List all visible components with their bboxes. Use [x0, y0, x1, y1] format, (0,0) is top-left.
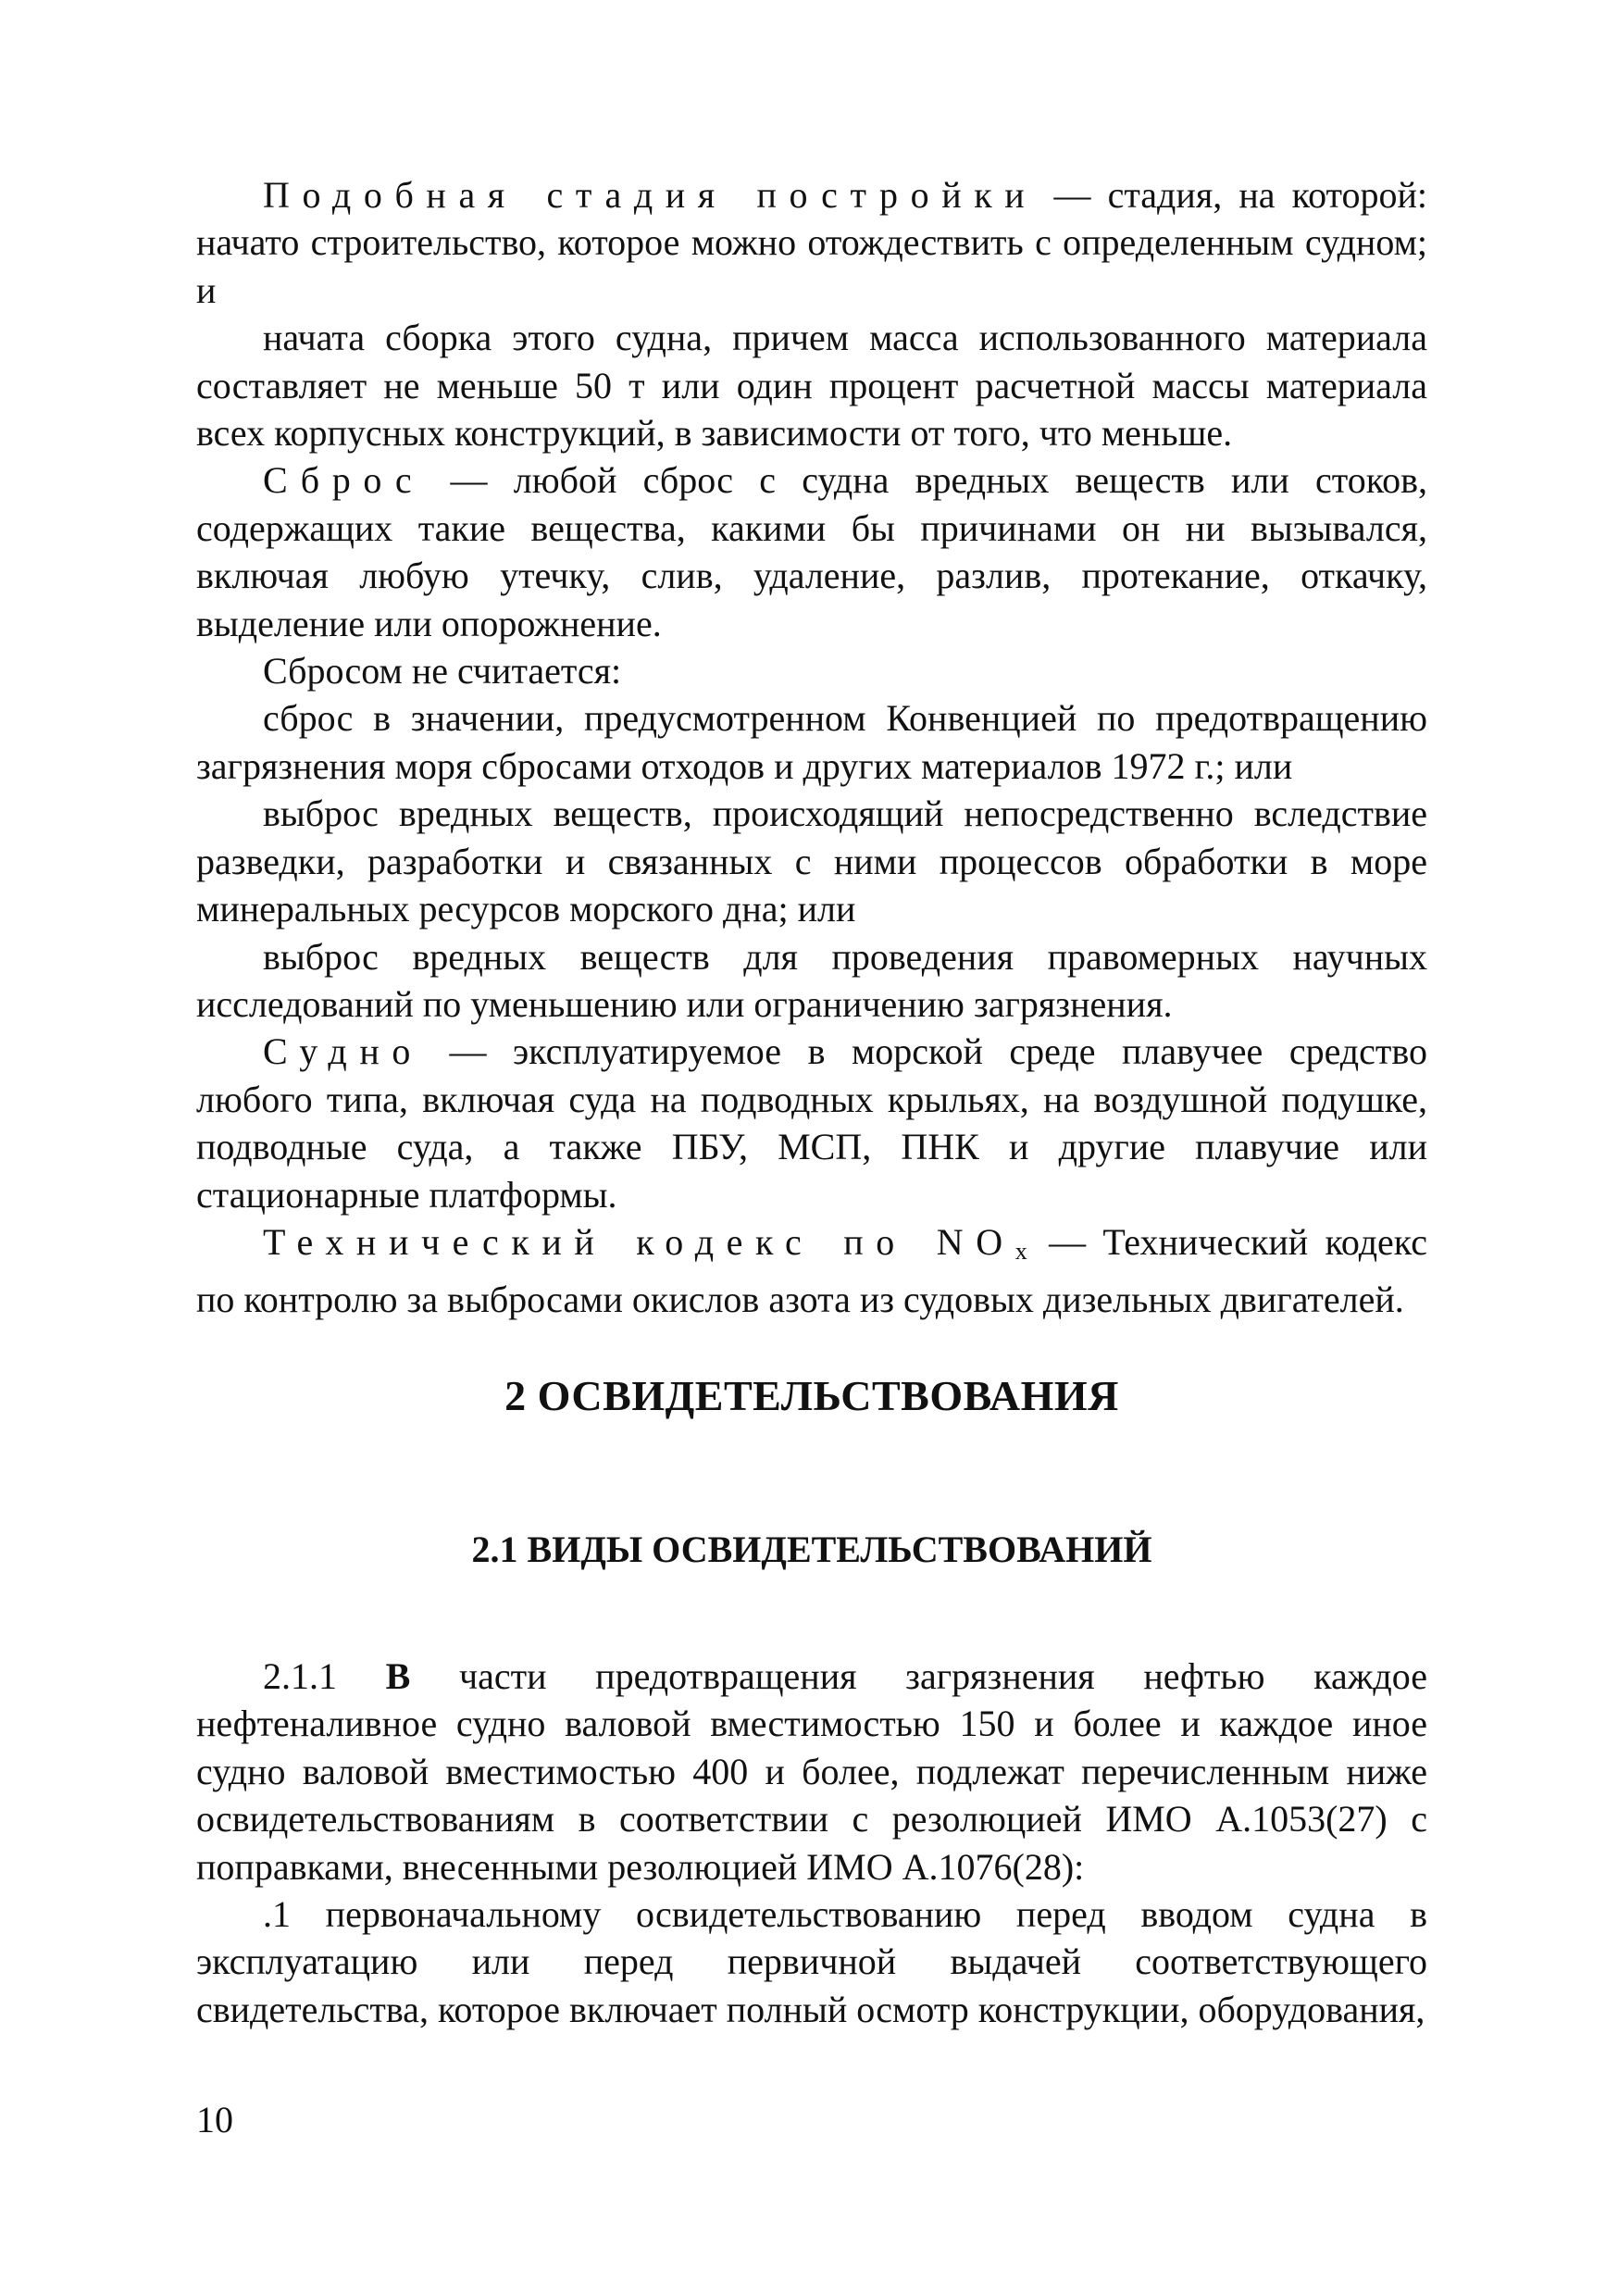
definition-text: — эксплуатируемое в морской среде плавучее средство любого типа, включая суда на подводных крыльях, на воздушной подушке, подводные суда, а также ПБУ, МСП, ПНК и другие плавучие или стационарные платформы.	[196, 1030, 1427, 1216]
definition-text: — стадия, на которой: начато строительство, которое можно отождествить с определенным судном; и	[196, 174, 1428, 311]
definition-paragraph	[196, 790, 1427, 932]
definition-text: выброс вредных веществ для проведения правомерных научных исследований по уменьшению или ограничению загрязнения.	[196, 935, 1427, 1025]
section-body	[196, 1653, 1427, 2033]
definition-text: — Технический кодекс по контролю за выбросами окислов азота из судовых дизельных двигателей.	[196, 1220, 1427, 1320]
defined-term: Технический кодекс по NO	[263, 1220, 1015, 1263]
definition-paragraph	[196, 456, 1427, 647]
clause-text: .1 первоначальному освидетельствованию перед вводом судна в эксплуатацию или перед первичной выдачей соответствующего свидетельства, которое включает полный осмотр конструкции, оборудования,	[196, 1893, 1427, 2030]
definitions-block	[196, 171, 1427, 1323]
defined-term-subscript: x	[1014, 1238, 1032, 1266]
section-number: 2.1	[471, 1529, 518, 1570]
page-number: 10	[196, 2099, 233, 2140]
defined-term: Судно	[263, 1030, 423, 1073]
clause-text: части предотвращения загрязнения нефтью каждое нефтеналивное судно валовой вместимостью 150 и более и каждое иное судно валовой вместимостью 400 и более, подлежат перечисленным ниже освидетельствованиям в соответствии с резолюцией ИМО A.1053(27) с поправками, внесенными резолюцией ИМО A.1076(28):	[196, 1655, 1427, 1888]
definition-paragraph	[196, 1028, 1427, 1218]
defined-term: Сброс	[263, 459, 425, 502]
definition-paragraph	[196, 1218, 1427, 1323]
chapter-heading: 2 ОСВИДЕТЕЛЬСТВОВАНИЯ	[504, 1372, 1119, 1419]
definition-paragraph	[196, 314, 1427, 456]
definition-text: сброс в значении, предусмотренном Конвенцией по предотвращению загрязнения моря сбросами отходов и других материалов 1972 г.; или	[196, 697, 1427, 787]
clause-lead-word: В	[385, 1655, 411, 1697]
definition-paragraph	[196, 171, 1427, 314]
defined-term: Подобная стадия постройки	[263, 174, 1038, 216]
clause-paragraph	[196, 1653, 1427, 1890]
section-heading	[196, 1527, 1427, 1573]
section-title: ВИДЫ ОСВИДЕТЕЛЬСТВОВАНИЙ	[527, 1529, 1152, 1570]
definition-paragraph	[196, 933, 1427, 1029]
definition-paragraph	[196, 647, 1427, 694]
definition-text: Сбросом не считается:	[263, 650, 622, 693]
definition-text: — любой сброс с судна вредных веществ или стоков, содержащих такие вещества, какими бы причинами он ни вызывался, включая любую утечку, слив, удаление, разлив, протекание, откачку, выделение или опорожнение.	[196, 459, 1427, 644]
definition-paragraph	[196, 694, 1427, 790]
definition-text: выброс вредных веществ, происходящий непосредственно вследствие разведки, разработки и связанных с ними процессов обработки в море минеральных ресурсов морского дна; или	[196, 792, 1427, 930]
clause-paragraph	[196, 1890, 1427, 2033]
definition-text: начата сборка этого судна, причем масса использованного материала составляет не меньше 50 т или один процент расчетной массы материала всех корпусных конструкций, в зависимости от того, что меньше.	[196, 317, 1427, 455]
clause-number: 2.1.1	[263, 1655, 337, 1697]
